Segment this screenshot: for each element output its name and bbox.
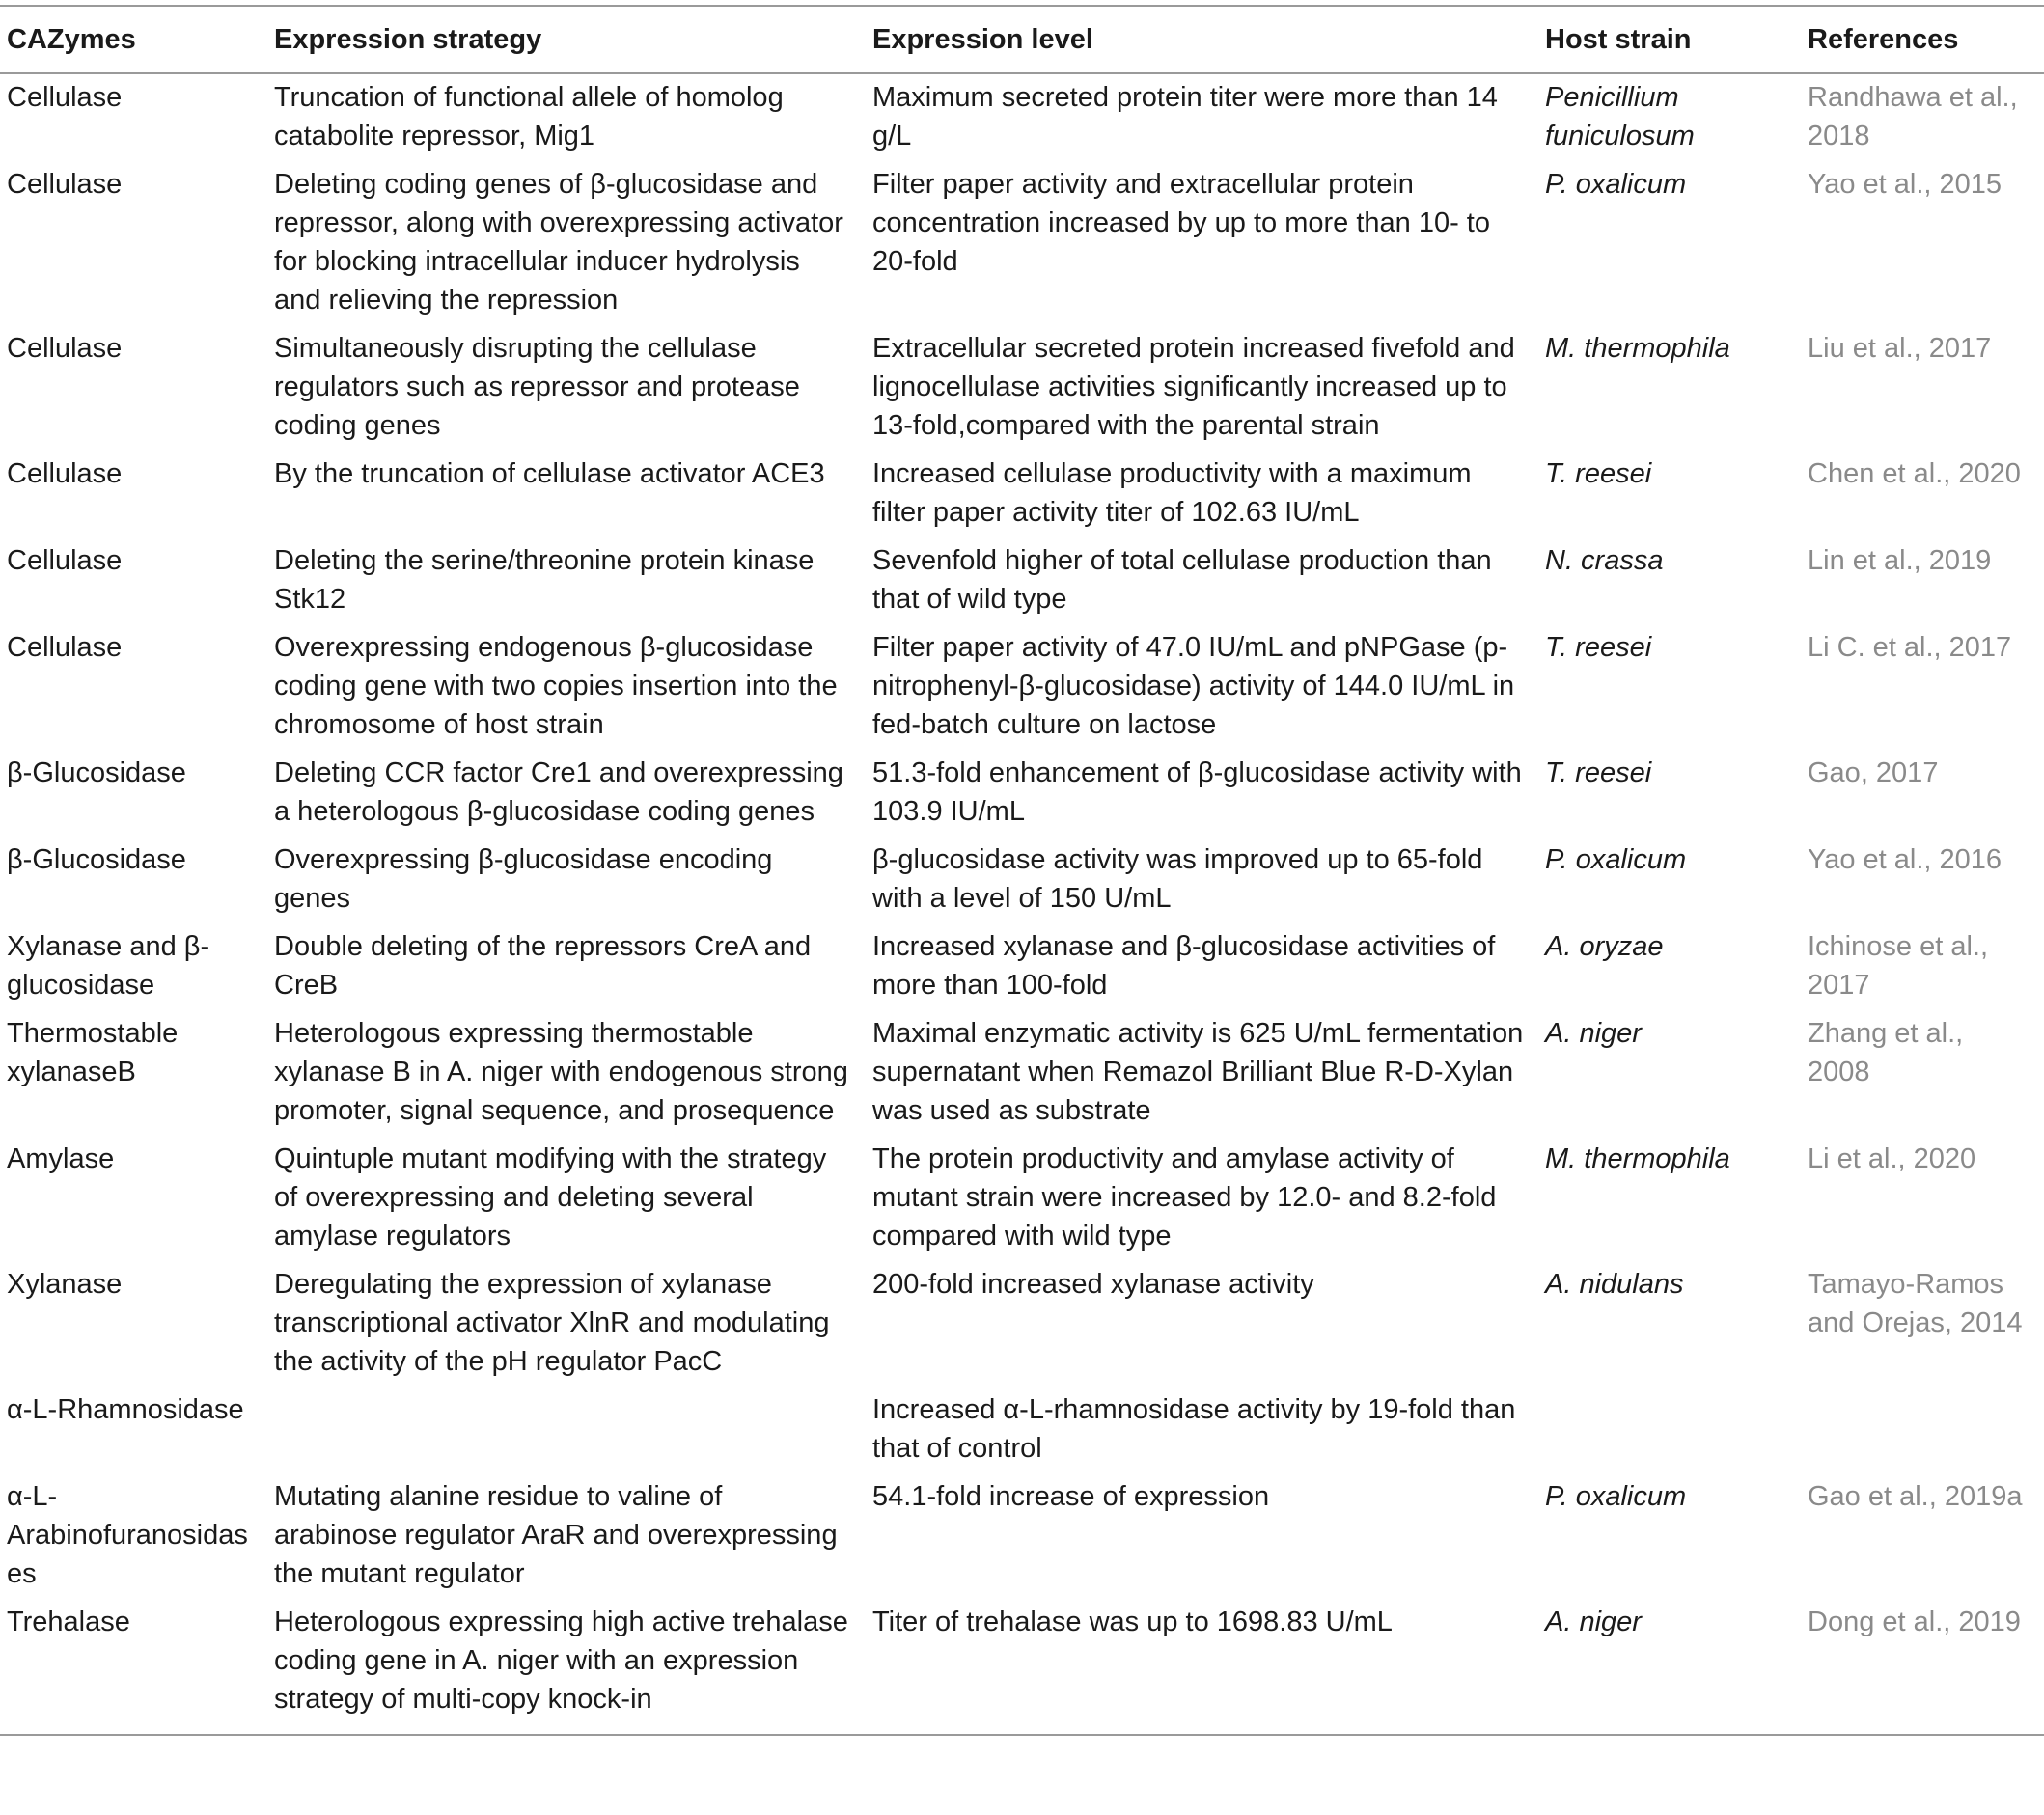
cazyme-cell: Cellulase (7, 545, 123, 576)
host-cell: N. crassa (1545, 545, 1664, 576)
header-row (0, 6, 2044, 73)
table-row (0, 1387, 2044, 1473)
level-cell: 54.1-fold increase of expression (872, 1481, 1270, 1512)
reference-link[interactable]: Tamayo-Ramos and Orejas, 2014 (1808, 1269, 2023, 1338)
reference-link[interactable]: Lin et al., 2019 (1808, 545, 1992, 576)
cazyme-cell: Amylase (7, 1143, 115, 1174)
host-cell: M. thermophila (1545, 333, 1730, 364)
host-cell: A. nidulans (1545, 1269, 1684, 1300)
reference-link[interactable] (1801, 1387, 2044, 1473)
strategy-cell: Mutating alanine residue to valine of arabinose regulator AraR and overexpressing the mutant regulator (274, 1481, 838, 1589)
cazyme-cell: Cellulase (7, 632, 123, 663)
reference-link[interactable]: Chen et al., 2020 (1808, 458, 2021, 489)
table-row (0, 73, 2044, 161)
cazyme-cell: β-Glucosidase (7, 844, 186, 875)
table-row (0, 1599, 2044, 1735)
host-cell: T. reesei (1545, 757, 1652, 788)
strategy-cell: By the truncation of cellulase activator ACE3 (274, 458, 825, 489)
strategy-cell: Heterologous expressing high active trehalase coding gene in A. niger with an expression strategy of multi-copy knock-in (267, 1599, 866, 1735)
strategy-cell: Overexpressing endogenous β-glucosidase coding gene with two copies insertion into the chromosome of host strain (274, 632, 838, 740)
reference-link[interactable]: Liu et al., 2017 (1808, 333, 1992, 364)
table-row (0, 750, 2044, 837)
host-cell: P. oxalicum (1545, 169, 1687, 200)
table-row (0, 325, 2044, 451)
strategy-cell: Simultaneously disrupting the cellulase regulators such as repressor and protease coding genes (274, 333, 800, 441)
header-host-strain: Host strain (1538, 6, 1801, 73)
table-row (0, 451, 2044, 537)
header-expression-level: Expression level (866, 6, 1538, 73)
level-cell: Filter paper activity and extracellular protein concentration increased by up to more than 10- to 20-fold (872, 169, 1490, 277)
cazyme-cell: Cellulase (7, 458, 123, 489)
level-cell: Sevenfold higher of total cellulase production than that of wild type (872, 545, 1492, 615)
level-cell: 51.3-fold enhancement of β-glucosidase activity with 103.9 IU/mL (872, 757, 1522, 827)
header-cazymes: CAZymes (0, 6, 267, 73)
header-expression-strategy: Expression strategy (267, 6, 866, 73)
table-row (0, 624, 2044, 750)
strategy-cell: Deleting CCR factor Cre1 and overexpressing a heterologous β-glucosidase coding genes (274, 757, 843, 827)
cazyme-cell: Cellulase (7, 169, 123, 200)
level-cell: Maximal enzymatic activity is 625 U/mL fermentation supernatant when Remazol Brilliant Blue R-D-Xylan was used as substrate (872, 1018, 1524, 1126)
host-cell: P. oxalicum (1545, 844, 1687, 875)
host-cell: M. thermophila (1545, 1143, 1730, 1174)
table-row (0, 537, 2044, 624)
strategy-cell: Truncation of functional allele of homolog catabolite repressor, Mig1 (274, 82, 784, 151)
cazyme-cell: Xylanase (7, 1269, 123, 1300)
host-cell: Penicillium funiculosum (1545, 82, 1695, 151)
host-cell: T. reesei (1545, 458, 1652, 489)
cazyme-cell: α-L-Rhamnosidase (7, 1394, 244, 1425)
level-cell: Filter paper activity of 47.0 IU/mL and pNPGase (p-nitrophenyl-β-glucosidase) activity of 144.0 IU/mL in fed-batch culture on lactose (872, 632, 1515, 740)
cazyme-cell: Thermostable xylanaseB (7, 1018, 179, 1087)
level-cell: Maximum secreted protein titer were more than 14 g/L (872, 82, 1498, 151)
strategy-cell: Deregulating the expression of xylanase transcriptional activator XlnR and modulating the activity of the pH regulator PacC (274, 1269, 830, 1377)
host-cell: P. oxalicum (1545, 1481, 1687, 1512)
reference-link[interactable]: Zhang et al., 2008 (1808, 1018, 1964, 1087)
reference-link[interactable]: Yao et al., 2015 (1808, 169, 2003, 200)
level-cell: The protein productivity and amylase activity of mutant strain were increased by 12.0- and 8.2-fold compared with wild type (872, 1143, 1497, 1251)
level-cell: β-glucosidase activity was improved up to 65-fold with a level of 150 U/mL (872, 844, 1483, 914)
strategy-cell (267, 1387, 866, 1473)
strategy-cell: Deleting coding genes of β-glucosidase and repressor, along with overexpressing activator for blocking intracellular inducer hydrolysis and relieving the repression (274, 169, 843, 316)
strategy-cell: Deleting the serine/threonine protein kinase Stk12 (274, 545, 815, 615)
level-cell: Extracellular secreted protein increased fivefold and lignocellulase activities significantly increased up to 13-fold,compared with the parental strain (872, 333, 1515, 441)
strategy-cell: Quintuple mutant modifying with the strategy of overexpressing and deleting several amylase regulators (274, 1143, 827, 1251)
table-body (0, 73, 2044, 1735)
level-cell: Increased xylanase and β-glucosidase activities of more than 100-fold (872, 931, 1496, 1001)
table-row (0, 1136, 2044, 1261)
table-header (0, 6, 2044, 73)
table-row (0, 923, 2044, 1010)
table-row (0, 1473, 2044, 1599)
reference-link[interactable]: Li C. et al., 2017 (1808, 632, 2012, 663)
cazymes-table (0, 5, 2044, 1736)
table-row (0, 837, 2044, 923)
host-cell (1538, 1387, 1801, 1473)
cazyme-cell: β-Glucosidase (7, 757, 186, 788)
strategy-cell: Heterologous expressing thermostable xylanase B in A. niger with endogenous strong promoter, signal sequence, and prosequence (274, 1018, 848, 1126)
cazymes-table-container (0, 5, 2044, 1736)
reference-link[interactable]: Ichinose et al., 2017 (1808, 931, 1988, 1001)
strategy-cell: Double deleting of the repressors CreA and CreB (274, 931, 812, 1001)
cazyme-cell: Xylanase and β-glucosidase (7, 931, 210, 1001)
table-row (0, 1010, 2044, 1136)
table-row (0, 1261, 2044, 1387)
header-references: References (1801, 6, 2044, 73)
host-cell: T. reesei (1545, 632, 1652, 663)
reference-link[interactable]: Randhawa et al., 2018 (1808, 82, 2018, 151)
level-cell: Increased α-L-rhamnosidase activity by 19-fold than that of control (872, 1394, 1516, 1464)
level-cell: Increased cellulase productivity with a maximum filter paper activity titer of 102.63 IU/mL (872, 458, 1472, 528)
strategy-cell: Overexpressing β-glucosidase encoding genes (274, 844, 773, 914)
cazyme-cell: Cellulase (7, 82, 123, 113)
reference-link[interactable]: Yao et al., 2016 (1808, 844, 2003, 875)
table-row (0, 161, 2044, 325)
reference-link[interactable]: Gao, 2017 (1808, 757, 1939, 788)
cazyme-cell: Cellulase (7, 333, 123, 364)
host-cell: A. oryzae (1545, 931, 1664, 962)
level-cell: 200-fold increased xylanase activity (872, 1269, 1314, 1300)
reference-link[interactable]: Li et al., 2020 (1808, 1143, 1976, 1174)
host-cell: A. niger (1545, 1018, 1642, 1049)
reference-link[interactable]: Dong et al., 2019 (1801, 1599, 2044, 1735)
cazyme-cell: α-L-Arabinofuranosidases (7, 1481, 248, 1589)
cazyme-cell: Trehalase (0, 1599, 267, 1735)
reference-link[interactable]: Gao et al., 2019a (1808, 1481, 2023, 1512)
level-cell: Titer of trehalase was up to 1698.83 U/mL (866, 1599, 1538, 1735)
host-cell: A. niger (1538, 1599, 1801, 1735)
